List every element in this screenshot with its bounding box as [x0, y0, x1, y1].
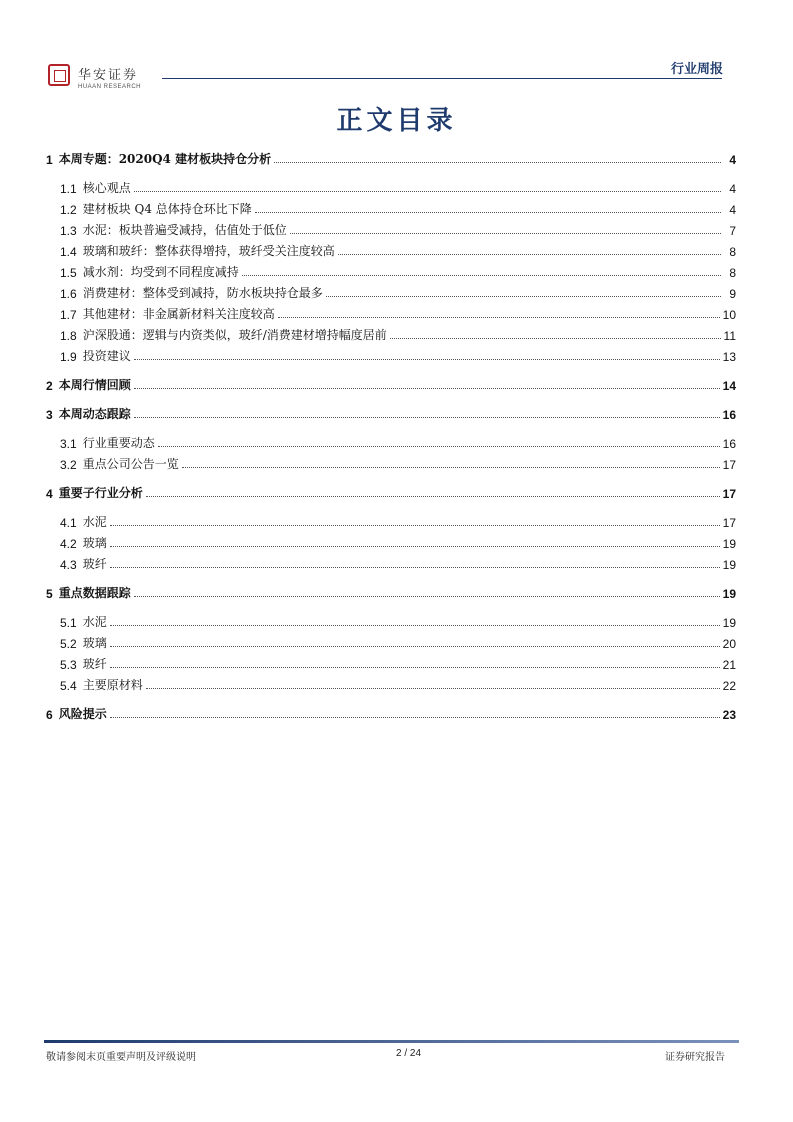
- toc-entry-page: 7: [729, 224, 736, 238]
- toc-entry-number: 1.4: [60, 245, 77, 259]
- toc-entry-page: 19: [722, 616, 736, 630]
- toc-entry[interactable]: [46, 509, 736, 530]
- toc-dot-leader: [134, 359, 720, 360]
- toc-entry[interactable]: [46, 401, 736, 422]
- toc-entry-number: 5.3: [60, 658, 77, 672]
- toc-entry-number: 1.7: [60, 308, 77, 322]
- toc-entry-page: 4: [729, 203, 736, 217]
- toc-entry-page: 19: [722, 537, 736, 551]
- toc-entry[interactable]: [46, 551, 736, 572]
- toc-entry[interactable]: [46, 651, 736, 672]
- toc-dot-leader: [390, 338, 721, 339]
- toc-entry-title: 水泥: [82, 515, 107, 529]
- logo-english-name: HUAAN RESEARCH: [78, 84, 142, 90]
- toc-entry-number: 6: [46, 708, 53, 722]
- toc-dot-leader: [110, 667, 720, 668]
- toc-entry[interactable]: [46, 343, 736, 364]
- toc-dot-leader: [182, 467, 720, 468]
- toc-entry-number: 5.2: [60, 637, 77, 651]
- toc-entry-title: 玻璃: [82, 636, 107, 650]
- toc-entry-page: 22: [722, 679, 736, 693]
- toc-dot-leader: [326, 296, 721, 297]
- toc-entry[interactable]: [46, 372, 736, 393]
- toc-entry-page: 23: [722, 708, 736, 722]
- toc-entry[interactable]: [46, 301, 736, 322]
- page-title: 正文目录: [336, 106, 457, 136]
- toc-entry[interactable]: [46, 480, 736, 501]
- toc-entry-number: 1.1: [60, 182, 77, 196]
- toc-entry[interactable]: [46, 451, 736, 472]
- toc-entry-title: 本周行情回顾: [58, 378, 131, 392]
- toc-entry-title: 玻璃: [82, 536, 107, 550]
- toc-entry-number: 1.5: [60, 266, 77, 280]
- toc-entry-title: 消费建材：整体受到减持，防水板块持仓最多: [82, 286, 323, 300]
- toc-dot-leader: [110, 546, 720, 547]
- toc-entry-title: 玻璃和玻纤：整体获得增持，玻纤受关注度较高: [82, 244, 335, 258]
- toc-dot-leader: [255, 212, 721, 213]
- toc-entry-number: 3: [46, 408, 53, 422]
- page-header: [44, 56, 749, 96]
- toc-entry-title: 玻纤: [82, 557, 107, 571]
- toc-entry-page: 16: [722, 408, 736, 422]
- toc-entry-page: 13: [722, 350, 736, 364]
- table-of-contents: [46, 146, 736, 722]
- toc-entry-title: 本周动态跟踪: [58, 407, 131, 421]
- toc-entry-title: 玻纤: [82, 657, 107, 671]
- toc-entry[interactable]: [46, 217, 736, 238]
- toc-entry-page: 11: [723, 329, 736, 343]
- toc-entry-title: 重点公司公告一览: [82, 457, 179, 471]
- toc-entry[interactable]: [46, 580, 736, 601]
- logo-chinese-name: 华安证券: [78, 68, 139, 83]
- toc-entry-title: 重点数据跟踪: [58, 586, 131, 600]
- toc-dot-leader: [242, 275, 721, 276]
- toc-entry-title: 本周专题：2020Q4 建材板块持仓分析: [58, 152, 272, 166]
- toc-dot-leader: [146, 688, 720, 689]
- toc-entry-title: 沪深股通：逻辑与内资类似，玻纤/消费建材增持幅度居前: [82, 328, 387, 342]
- toc-dot-leader: [110, 525, 720, 526]
- toc-entry[interactable]: [46, 609, 736, 630]
- toc-entry[interactable]: [46, 430, 736, 451]
- toc-entry-number: 1.3: [60, 224, 77, 238]
- toc-entry-page: 8: [729, 245, 736, 259]
- toc-entry-number: 5.4: [60, 679, 77, 693]
- toc-dot-leader: [146, 496, 720, 497]
- toc-entry-number: 1: [46, 153, 53, 167]
- toc-entry-number: 1.2: [60, 203, 77, 217]
- toc-entry[interactable]: [46, 322, 736, 343]
- toc-entry-title: 其他建材：非金属新材料关注度较高: [82, 307, 275, 321]
- toc-entry-number: 3.1: [60, 437, 77, 451]
- page-footer: [44, 1040, 739, 1070]
- toc-dot-leader: [110, 717, 720, 718]
- toc-entry-number: 1.9: [60, 350, 77, 364]
- toc-entry-title: 行业重要动态: [82, 436, 155, 450]
- toc-dot-leader: [110, 625, 720, 626]
- toc-entry-page: 10: [722, 308, 736, 322]
- toc-dot-leader: [278, 317, 720, 318]
- toc-entry-page: 21: [722, 658, 736, 672]
- toc-dot-leader: [290, 233, 721, 234]
- toc-entry[interactable]: [46, 530, 736, 551]
- toc-entry-title: 核心观点: [82, 181, 131, 195]
- toc-entry-number: 4: [46, 487, 53, 501]
- toc-entry[interactable]: [46, 630, 736, 651]
- toc-dot-leader: [338, 254, 721, 255]
- toc-entry-page: 17: [722, 487, 736, 501]
- toc-entry[interactable]: [46, 280, 736, 301]
- toc-entry-page: 20: [722, 637, 736, 651]
- report-type: 行业周报: [670, 62, 723, 77]
- toc-entry-number: 2: [46, 379, 53, 393]
- toc-entry-title: 水泥: [82, 615, 107, 629]
- toc-entry[interactable]: [46, 701, 736, 722]
- toc-entry-title: 减水剂：均受到不同程度减持: [82, 265, 239, 279]
- toc-entry-page: 8: [729, 266, 736, 280]
- toc-entry-number: 1.6: [60, 287, 77, 301]
- toc-entry[interactable]: [46, 238, 736, 259]
- toc-dot-leader: [134, 596, 720, 597]
- toc-dot-leader: [134, 388, 720, 389]
- toc-entry-title: 主要原材料: [82, 678, 143, 692]
- toc-dot-leader: [110, 567, 720, 568]
- toc-dot-leader: [158, 446, 720, 447]
- toc-entry-title: 建材板块 Q4 总体持仓环比下降: [82, 202, 252, 216]
- toc-entry[interactable]: [46, 146, 736, 167]
- toc-entry-title: 重要子行业分析: [58, 486, 143, 500]
- toc-entry-page: 14: [722, 379, 736, 393]
- toc-entry-page: 4: [729, 153, 736, 167]
- toc-dot-leader: [134, 417, 720, 418]
- header-divider: [162, 78, 722, 79]
- toc-entry[interactable]: [46, 259, 736, 280]
- toc-entry-page: 17: [722, 516, 736, 530]
- toc-entry[interactable]: [46, 175, 736, 196]
- toc-dot-leader: [110, 646, 720, 647]
- toc-entry-number: 5.1: [60, 616, 77, 630]
- toc-entry-number: 4.3: [60, 558, 77, 572]
- toc-entry-number: 4.2: [60, 537, 77, 551]
- toc-entry-number: 4.1: [60, 516, 77, 530]
- toc-entry-page: 9: [729, 287, 736, 301]
- toc-entry-title: 风险提示: [58, 707, 107, 721]
- toc-entry-page: 4: [729, 182, 736, 196]
- toc-entry[interactable]: [46, 672, 736, 693]
- toc-entry-number: 5: [46, 587, 53, 601]
- toc-entry-title: 水泥：板块普遍受减持，估值处于低位: [82, 223, 287, 237]
- huaan-logo: [44, 62, 174, 96]
- toc-entry-page: 19: [722, 558, 736, 572]
- seal-icon: [48, 64, 70, 86]
- toc-entry-number: 3.2: [60, 458, 77, 472]
- toc-entry-title: 投资建议: [82, 349, 131, 363]
- footer-doc-type: 证券研究报告: [665, 1052, 725, 1063]
- toc-entry-page: 19: [722, 587, 736, 601]
- toc-entry[interactable]: [46, 196, 736, 217]
- footer-disclaimer: 敬请参阅末页重要声明及评级说明: [46, 1052, 196, 1063]
- toc-entry-page: 16: [722, 437, 736, 451]
- toc-dot-leader: [134, 191, 721, 192]
- toc-entry-page: 17: [722, 458, 736, 472]
- page-number: 2 / 24: [396, 1048, 422, 1059]
- toc-entry-number: 1.8: [60, 329, 77, 343]
- toc-dot-leader: [274, 162, 721, 163]
- footer-divider: [44, 1040, 739, 1043]
